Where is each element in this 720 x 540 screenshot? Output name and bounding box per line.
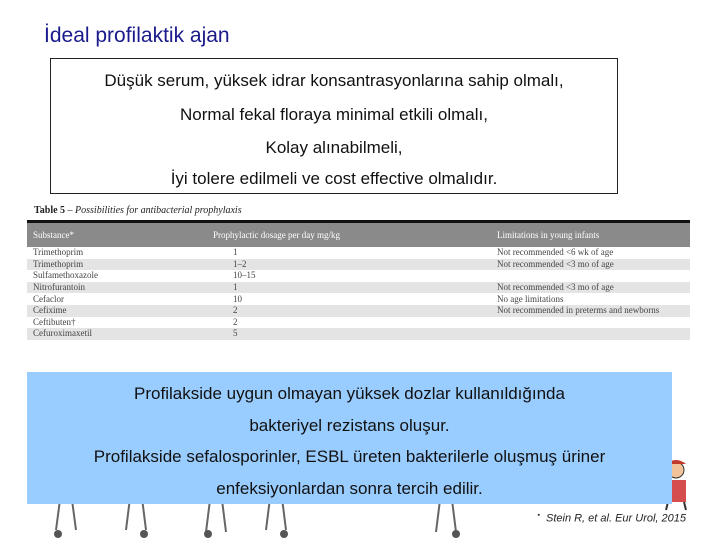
table-cell: Sulfamethoxazole	[33, 270, 98, 281]
table-cell: Ceftibuten†	[33, 316, 76, 327]
table-cell: 10–15	[233, 270, 256, 281]
warning-overlay-box	[27, 372, 672, 504]
table-cell: No age limitations	[497, 293, 564, 304]
table-header-cell: Prophylactic dosage per day mg/kg	[207, 222, 491, 248]
overlay-line: Profilakside uygun olmayan yüksek dozlar kullanıldığında	[134, 384, 565, 403]
table-row	[27, 247, 690, 259]
table-cell: 1	[233, 247, 238, 258]
table-cell: Trimethoprim	[33, 247, 84, 258]
table-cell: 2	[207, 305, 491, 317]
table-cell: 1	[207, 282, 491, 294]
criteria-line: İyi tolere edilmeli ve cost effective olmalıdır.	[170, 169, 498, 188]
table-cell: Not recommended <3 mo of age	[491, 259, 690, 271]
table-cell: Cefixime	[27, 305, 207, 317]
overlay-line: Profilakside sefalosporinler, ESBL üreten bakterilerle oluşmuş üriner	[93, 447, 606, 466]
citation-marker-icon: ▪	[537, 512, 540, 519]
table-cell: Not recommended <3 mo of age	[491, 282, 690, 294]
table-row	[27, 259, 690, 271]
citation-text: Stein R, et al. Eur Urol, 2015	[545, 512, 686, 525]
table-cell: Nitrofurantoin	[27, 282, 207, 294]
table-cell	[491, 270, 690, 282]
table-cell: 10	[233, 293, 242, 304]
table-row	[27, 305, 690, 317]
table-row	[27, 328, 690, 340]
table-cell: Not recommended <6 wk of age	[497, 247, 614, 258]
table-caption	[34, 205, 242, 216]
overlay-line: bakteriyel rezistans oluşur.	[249, 416, 450, 435]
table-row	[27, 282, 690, 294]
overlay-line: enfeksiyonlardan sonra tercih edilir.	[216, 479, 483, 498]
table-cell: Not recommended in preterms and newborns	[491, 305, 690, 317]
slide-title: İdeal profilaktik ajan	[44, 24, 230, 47]
table-header-cell: Limitations in young infants	[491, 222, 690, 248]
criteria-line: Kolay alınabilmeli,	[265, 138, 403, 157]
table-row	[27, 317, 690, 329]
table-header-cell: Substance*	[27, 222, 207, 248]
table-row	[27, 270, 690, 282]
criteria-line: Düşük serum, yüksek idrar konsantrasyonlarına sahip olmalı,	[104, 71, 564, 90]
table-caption-label: Table 5	[34, 205, 66, 216]
table-cell: Cefuroximaxetil	[27, 328, 207, 340]
table-cell: 5	[207, 328, 491, 340]
table-cell: Cefaclor	[33, 293, 64, 304]
citation	[538, 512, 687, 525]
criteria-line: Normal fekal floraya minimal etkili olmalı,	[180, 105, 488, 124]
prophylaxis-table	[27, 220, 690, 340]
table-cell: 2	[233, 316, 238, 327]
table-caption-text: – Possibilities for antibacterial prophylaxis	[67, 205, 242, 216]
criteria-box	[50, 58, 618, 194]
table-cell: Trimethoprim	[27, 259, 207, 271]
table-cell: 1–2	[207, 259, 491, 271]
table-cell	[491, 328, 690, 340]
table-cell	[491, 317, 690, 329]
table-row	[27, 293, 690, 305]
table-header-row	[27, 222, 690, 248]
